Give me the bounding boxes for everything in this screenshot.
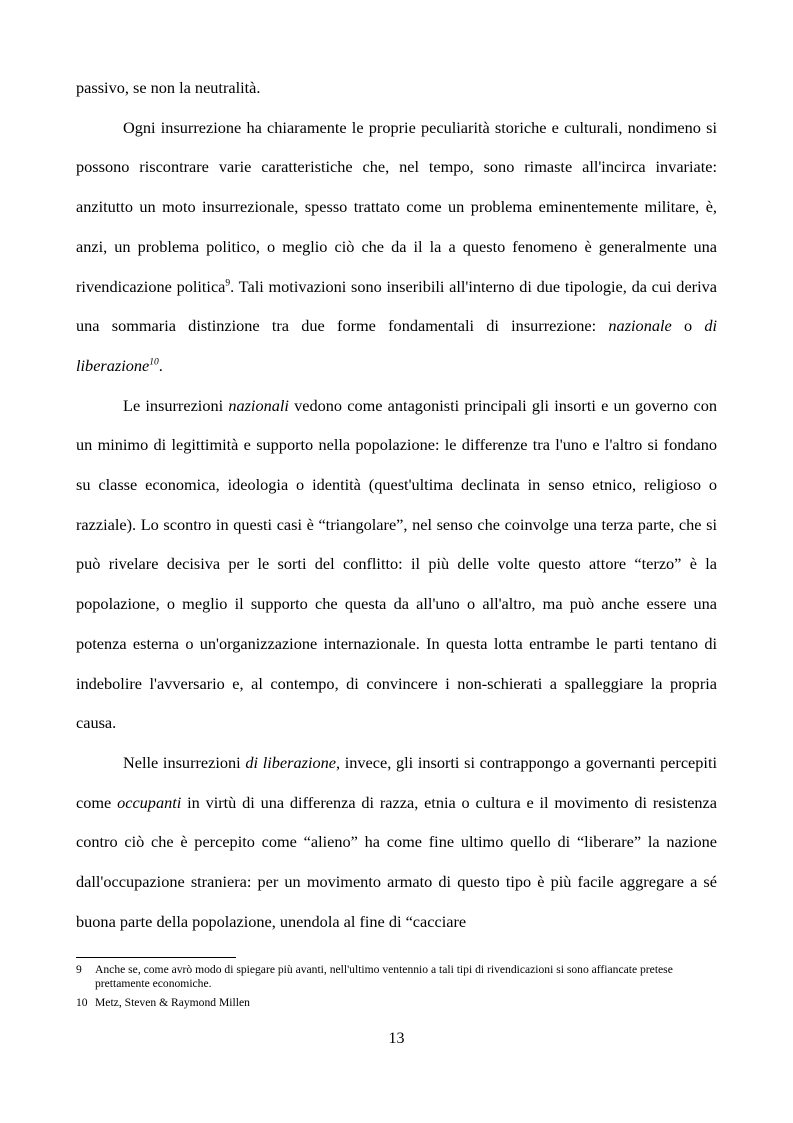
footnote-text: Metz, Steven & Raymond Millen [95, 996, 250, 1009]
body-text [76, 68, 717, 941]
footnote-10 [76, 996, 717, 1010]
paragraph-0: passivo, se non la neutralità. [76, 78, 261, 97]
footnote-number: 9 [76, 963, 82, 976]
footnote-9 [76, 963, 717, 991]
footnote-ref-10[interactable]: 10 [149, 357, 159, 368]
footnote-separator [76, 957, 236, 958]
paragraph-2: Le insurrezioni nazionali vedono come antagonisti principali gli insorti e un governo con un minimo di legittimità e supporto nella popolazione: le differenze tra l'uno e l'altro si fondano su classe economica, ideologia o identità (quest'ultima declinata in senso etnico, religioso o razziale). Lo scontro in questi casi è “triangolare”, nel senso che coinvolge una terza parte, che si può rivelare decisiva per le sorti del conflitto: il più delle volte questo attore “terzo” è la popolazione, o meglio il supporto che questa da all'uno o all'altro, ma può anche essere una potenza esterna o un'organizzazione internazionale. In questa lotta entrambe le parti tentano di indebolire l'avversario e, al contempo, di convincere i non-schierati a spalleggiare la propria causa. [76, 395, 717, 733]
page-number: 13 [388, 1030, 405, 1047]
paragraph-1: Ogni insurrezione ha chiaramente le proprie peculiarità storiche e culturali, nondimeno si possono riscontrare varie caratteristiche che, nel tempo, sono rimaste all'incirca invariate: anzitutto un moto insurrezionale, spesso trattato come un problema eminentemente militare, è, anzi, un problema politico, o meglio ciò che da il la a questo fenomeno è generalmente una rivendicazione politica$^9$. Tali motivazioni sono inseribili all'interno di due tipologie, da cui deriva una sommaria distinzione tra due forme fondamentali di insurrezione: nazionale o di liberazione$^{10}$. [76, 117, 718, 375]
footnote-number: 10 [76, 996, 88, 1009]
paragraph-3: Nelle insurrezioni di liberazione, invece, gli insorti si contrappongo a governanti percepiti come occupanti in virtù di una differenza di razza, etnia o cultura e il movimento di resistenza contro ciò che è percepito come “alieno” ha come fine ultimo quello di “liberare” la nazione dall'occupazione straniera: per un movimento armato di questo tipo è più facile aggregare a sé buona parte della popolazione, unendola al fine di “cacciare [76, 752, 718, 931]
footnote-ref-9[interactable]: 9 [225, 278, 231, 289]
footnote-text: Anche se, come avrò modo di spiegare più avanti, nell'ultimo ventennio a tali tipi di rivendicazioni si sono affiancate pretese prettamente economiche. [95, 963, 673, 990]
